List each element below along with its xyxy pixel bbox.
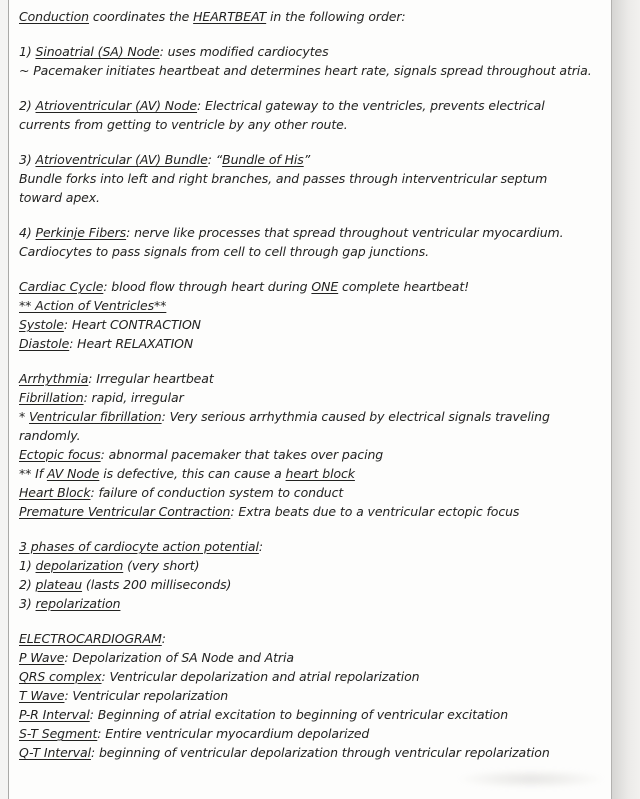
text-segment: 4) xyxy=(19,225,36,240)
note-line xyxy=(19,629,603,648)
text-segment: ” xyxy=(303,152,311,167)
underlined-term: AV Node xyxy=(46,466,100,481)
page-right-edge xyxy=(611,0,640,799)
text-segment: (lasts 200 milliseconds) xyxy=(82,577,232,592)
underlined-term: ** Action of Ventricles** xyxy=(19,298,167,313)
note-line xyxy=(19,426,603,445)
text-segment: complete heartbeat! xyxy=(338,279,470,294)
text-segment: 2) xyxy=(19,577,36,592)
note-line xyxy=(19,464,603,483)
text-segment: : Ventricular repolarization xyxy=(64,688,229,703)
text-segment: : beginning of ventricular depolarization through ventricular repolarization xyxy=(90,745,550,760)
note-section xyxy=(19,629,603,762)
note-section xyxy=(19,537,603,613)
note-line xyxy=(19,277,603,296)
underlined-term: heart block xyxy=(285,466,355,481)
underlined-term: T Wave xyxy=(19,688,65,703)
text-segment: : Depolarization of SA Node and Atria xyxy=(64,650,294,665)
text-segment: : xyxy=(161,631,166,646)
underlined-term: Bundle of His xyxy=(222,152,304,167)
text-segment: : Extra beats due to a ventricular ectopic focus xyxy=(230,504,520,519)
note-line xyxy=(19,334,603,353)
text-segment: randomly. xyxy=(19,428,81,443)
note-line xyxy=(19,150,603,169)
note-line xyxy=(19,42,603,61)
underlined-term: Atrioventricular (AV) Node xyxy=(35,98,198,113)
underlined-term: Diastole xyxy=(19,336,70,351)
text-segment: : Ventricular depolarization and atrial repolarization xyxy=(101,669,420,684)
underlined-term: ELECTROCARDIOGRAM xyxy=(19,631,162,646)
underlined-term: Premature Ventricular Contraction xyxy=(19,504,231,519)
underlined-term: QRS complex xyxy=(19,669,102,684)
underlined-term: Arrhythmia xyxy=(19,371,89,386)
text-segment: 3) xyxy=(19,596,36,611)
underlined-term: P Wave xyxy=(19,650,65,665)
text-segment: Bundle forks into left and right branches, and passes through interventricular septum xyxy=(19,171,548,186)
underlined-term: plateau xyxy=(35,577,83,592)
note-line xyxy=(19,594,603,613)
underlined-term: Atrioventricular (AV) Bundle xyxy=(35,152,208,167)
text-segment: : Heart RELAXATION xyxy=(69,336,194,351)
text-segment: coordinates the xyxy=(88,9,194,24)
underlined-term: P-R Interval xyxy=(19,707,90,722)
underlined-term: 3 phases of cardiocyte action potential xyxy=(19,539,259,554)
text-segment: * xyxy=(19,409,30,424)
note-section xyxy=(19,96,603,134)
text-segment: toward apex. xyxy=(19,190,100,205)
note-line xyxy=(19,743,603,762)
text-segment: : Very serious arrhythmia caused by electrical signals traveling xyxy=(161,409,550,424)
note-section xyxy=(19,42,603,80)
page-left-edge xyxy=(0,0,9,799)
text-segment: currents from getting to ventricle by any other route. xyxy=(19,117,348,132)
note-section xyxy=(19,7,603,26)
underlined-term: ONE xyxy=(311,279,339,294)
text-segment: 1) xyxy=(19,44,36,59)
note-line xyxy=(19,169,603,188)
text-segment: 2) xyxy=(19,98,36,113)
note-line xyxy=(19,223,603,242)
text-segment: : Electrical gateway to the ventricles, prevents electrical xyxy=(197,98,545,113)
text-segment: 1) xyxy=(19,558,36,573)
text-segment: in the following order: xyxy=(266,9,406,24)
underlined-term: Conduction xyxy=(19,9,89,24)
text-segment: : Heart CONTRACTION xyxy=(63,317,201,332)
underlined-term: S-T Segment xyxy=(19,726,98,741)
text-segment: : rapid, irregular xyxy=(83,390,184,405)
note-line xyxy=(19,575,603,594)
note-line xyxy=(19,115,603,134)
underlined-term: Cardiac Cycle xyxy=(19,279,104,294)
text-segment: ~ Pacemaker initiates heartbeat and determines heart rate, signals spread throughout atria. xyxy=(19,63,592,78)
text-segment: : uses modified cardiocytes xyxy=(159,44,329,59)
note-line xyxy=(19,705,603,724)
note-section xyxy=(19,223,603,261)
text-segment: : Irregular heartbeat xyxy=(88,371,214,386)
text-segment: : abnormal pacemaker that takes over pacing xyxy=(100,447,384,462)
note-line xyxy=(19,369,603,388)
note-line xyxy=(19,445,603,464)
text-segment: : nerve like processes that spread throughout ventricular myocardium. xyxy=(126,225,564,240)
underlined-term: Heart Block xyxy=(19,485,91,500)
text-segment: : Beginning of atrial excitation to beginning of ventricular excitation xyxy=(89,707,509,722)
note-line xyxy=(19,724,603,743)
underlined-term: Perkinje Fibers xyxy=(35,225,127,240)
note-line xyxy=(19,242,603,261)
note-line xyxy=(19,315,603,334)
text-segment: is defective, this can cause a xyxy=(99,466,286,481)
underlined-term: Ectopic focus xyxy=(19,447,101,462)
text-segment: : Entire ventricular myocardium depolarized xyxy=(97,726,370,741)
underlined-term: Q-T Interval xyxy=(19,745,91,760)
note-line xyxy=(19,502,603,521)
note-line xyxy=(19,96,603,115)
text-segment: Cardiocytes to pass signals from cell to cell through gap junctions. xyxy=(19,244,430,259)
note-section xyxy=(19,150,603,207)
note-line xyxy=(19,667,603,686)
note-section xyxy=(19,277,603,353)
text-segment: : blood flow through heart during xyxy=(103,279,312,294)
underlined-term: repolarization xyxy=(35,596,121,611)
underlined-term: Systole xyxy=(19,317,64,332)
text-segment: 3) xyxy=(19,152,36,167)
note-line xyxy=(19,296,603,315)
note-section xyxy=(19,369,603,521)
underlined-term: Fibrillation xyxy=(19,390,84,405)
note-line xyxy=(19,686,603,705)
note-line xyxy=(19,61,603,80)
note-line xyxy=(19,483,603,502)
underlined-term: depolarization xyxy=(35,558,124,573)
note-line xyxy=(19,537,603,556)
text-segment: : “ xyxy=(207,152,223,167)
underlined-term: Ventricular fibrillation xyxy=(29,409,162,424)
note-line xyxy=(19,188,603,207)
note-line xyxy=(19,7,603,26)
text-segment: (very short) xyxy=(123,558,200,573)
note-line xyxy=(19,556,603,575)
note-page xyxy=(9,0,611,799)
underlined-term: Sinoatrial (SA) Node xyxy=(35,44,160,59)
text-segment: : failure of conduction system to conduct xyxy=(90,485,344,500)
underlined-term: HEARTBEAT xyxy=(193,9,267,24)
note-line xyxy=(19,388,603,407)
note-line xyxy=(19,648,603,667)
text-segment: ** If xyxy=(19,466,47,481)
text-segment: : xyxy=(258,539,263,554)
note-line xyxy=(19,407,603,426)
